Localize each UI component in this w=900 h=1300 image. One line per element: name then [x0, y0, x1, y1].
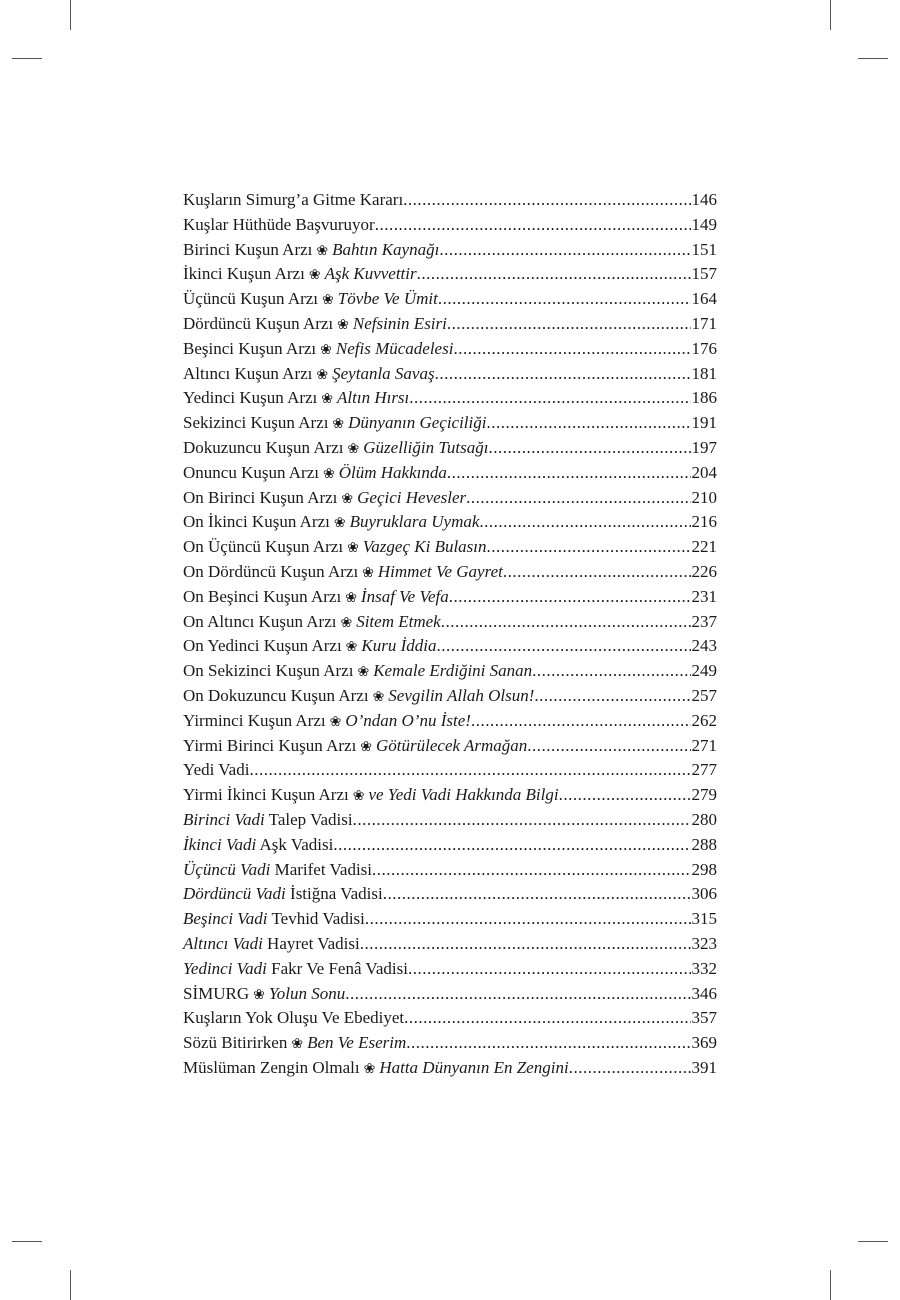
entry-page: 249: [691, 661, 717, 681]
entry-text: Fakr Ve Fenâ Vadisi: [271, 958, 408, 978]
crop-mark: [858, 1241, 888, 1242]
entry-text: Dördüncü Kuşun Arzı: [183, 313, 334, 333]
entry-title: [183, 884, 383, 904]
entry-text: Kuşlar Hüthüde Başvuruyor: [183, 214, 375, 234]
toc-entry: [183, 463, 717, 488]
ornament-icon: ❀: [347, 441, 360, 457]
entry-title: [183, 661, 532, 681]
entry-text: Kuşların Yok Oluşu Ve Ebediyet: [183, 1008, 405, 1028]
toc-entry: [183, 264, 717, 289]
dot-leader: [345, 984, 690, 1004]
table-of-contents: [183, 190, 717, 1083]
entry-page: 204: [691, 462, 717, 482]
entry-title: [183, 959, 408, 979]
toc-entry: [183, 760, 717, 785]
entry-page: 257: [691, 685, 717, 705]
entry-title: [183, 587, 449, 607]
entry-subtitle: Himmet Ve Gayret: [377, 561, 503, 581]
entry-page: 171: [691, 313, 717, 333]
dot-leader: [487, 537, 691, 557]
entry-title: [183, 860, 372, 880]
ornament-icon: ❀: [333, 516, 346, 532]
dot-leader: [403, 190, 690, 210]
toc-entry: [183, 512, 717, 537]
entry-page: 323: [691, 933, 717, 953]
entry-subtitle: Sitem Etmek: [356, 611, 441, 631]
entry-text: Yedi Vadi: [183, 760, 250, 780]
entry-page: 146: [691, 190, 717, 209]
entry-text: İstiğna Vadisi: [290, 884, 383, 904]
entry-title: [183, 264, 417, 284]
ornament-icon: ❀: [362, 565, 374, 581]
crop-mark: [830, 1270, 831, 1300]
toc-entry: [183, 884, 717, 909]
dot-leader: [532, 661, 690, 681]
entry-lead: Beşinci Vadi: [183, 909, 268, 929]
entry-title: [183, 835, 333, 855]
dot-leader: [438, 289, 691, 309]
crop-mark: [70, 0, 71, 30]
entry-title: [183, 562, 503, 582]
dot-leader: [249, 760, 690, 780]
entry-subtitle: Ölüm Hakkında: [338, 462, 447, 482]
entry-text: On Dördüncü Kuşun Arzı: [183, 561, 359, 581]
entry-text: Müslüman Zengin Olmalı: [183, 1057, 360, 1077]
ornament-icon: ❀: [316, 243, 329, 259]
toc-entry: [183, 785, 717, 810]
ornament-icon: ❀: [357, 665, 370, 681]
entry-title: [183, 512, 479, 532]
ornament-icon: ❀: [253, 987, 265, 1003]
entry-text: Sekizinci Kuşun Arzı: [183, 413, 329, 433]
toc-entry: [183, 1008, 717, 1033]
entry-lead: Birinci Vadi: [183, 809, 265, 829]
entry-title: [183, 463, 447, 483]
entry-page: 280: [691, 809, 717, 829]
crop-mark: [12, 58, 42, 59]
entry-subtitle: Geçici Hevesler: [357, 487, 467, 507]
entry-text: Beşinci Kuşun Arzı: [183, 338, 317, 358]
entry-text: Onuncu Kuşun Arzı: [183, 462, 319, 482]
dot-leader: [372, 860, 690, 880]
entry-title: [183, 934, 360, 954]
toc-entry: [183, 289, 717, 314]
ornament-icon: ❀: [337, 317, 349, 333]
ornament-icon: ❀: [340, 615, 353, 631]
entry-page: 191: [691, 413, 717, 433]
entry-page: 221: [691, 537, 717, 557]
ornament-icon: ❀: [352, 789, 365, 805]
dot-leader: [441, 612, 691, 632]
entry-text: Üçüncü Kuşun Arzı: [183, 289, 319, 309]
dot-leader: [333, 835, 690, 855]
dot-leader: [559, 785, 691, 805]
entry-subtitle: Buyruklara Uymak: [349, 512, 480, 532]
entry-lead: Altıncı Vadi: [183, 933, 263, 953]
entry-title: [183, 984, 345, 1004]
entry-page: 210: [691, 487, 717, 507]
entry-title: [183, 711, 471, 731]
entry-subtitle: Güzelliğin Tutsağı: [363, 437, 489, 457]
entry-title: [183, 364, 435, 384]
entry-text: On İkinci Kuşun Arzı: [183, 512, 330, 532]
dot-leader: [479, 512, 690, 532]
entry-title: [183, 537, 487, 557]
entry-text: Altıncı Kuşun Arzı: [183, 363, 313, 383]
toc-entry: [183, 959, 717, 984]
entry-page: 277: [691, 760, 717, 780]
entry-title: [183, 413, 486, 433]
ornament-icon: ❀: [363, 1061, 376, 1077]
toc-entry: [183, 537, 717, 562]
entry-text: On Altıncı Kuşun Arzı: [183, 611, 337, 631]
dot-leader: [383, 884, 691, 904]
entry-subtitle: Nefis Mücadelesi: [335, 338, 454, 358]
dot-leader: [471, 711, 691, 731]
entry-subtitle: Altın Hırsı: [337, 388, 410, 408]
toc-entry: [183, 562, 717, 587]
dot-leader: [408, 959, 691, 979]
dot-leader: [447, 463, 691, 483]
ornament-icon: ❀: [341, 491, 354, 507]
entry-page: 226: [691, 561, 717, 581]
ornament-icon: ❀: [308, 268, 321, 284]
entry-subtitle: Nefsinin Esiri: [352, 313, 447, 333]
entry-page: 149: [691, 214, 717, 234]
toc-entry: [183, 388, 717, 413]
toc-entry: [183, 339, 717, 364]
entry-title: [183, 810, 353, 830]
entry-page: 391: [691, 1057, 717, 1077]
dot-leader: [417, 264, 691, 284]
toc-entry: [183, 587, 717, 612]
entry-title: [183, 1033, 406, 1053]
toc-entry: [183, 810, 717, 835]
entry-text: On Dokuzuncu Kuşun Arzı: [183, 685, 369, 705]
entry-subtitle: ve Yedi Vadi Hakkında Bilgi: [368, 785, 559, 805]
toc-entry: [183, 934, 717, 959]
entry-page: 346: [691, 983, 717, 1003]
entry-title: [183, 612, 441, 632]
entry-page: 369: [691, 1033, 717, 1053]
entry-page: 181: [691, 363, 717, 383]
dot-leader: [375, 215, 691, 235]
ornament-icon: ❀: [372, 689, 385, 705]
entry-text: Tevhid Vadisi: [271, 909, 365, 929]
entry-page: 197: [691, 437, 717, 457]
ornament-icon: ❀: [322, 466, 335, 482]
dot-leader: [449, 587, 691, 607]
entry-page: 237: [691, 611, 717, 631]
dot-leader: [569, 1058, 691, 1078]
entry-text: Yirmi İkinci Kuşun Arzı: [183, 785, 349, 805]
dot-leader: [453, 339, 690, 359]
ornament-icon: ❀: [332, 417, 345, 433]
entry-text: Sözü Bitirirken: [183, 1033, 288, 1053]
entry-title: [183, 190, 403, 210]
toc-entry: [183, 1058, 717, 1083]
entry-page: 216: [691, 512, 717, 532]
dot-leader: [534, 686, 690, 706]
dot-leader: [447, 314, 691, 334]
toc-entry: [183, 488, 717, 513]
crop-mark: [858, 58, 888, 59]
entry-subtitle: Hatta Dünyanın En Zengini: [379, 1057, 569, 1077]
entry-text: On Beşinci Kuşun Arzı: [183, 586, 342, 606]
dot-leader: [435, 364, 691, 384]
crop-mark: [70, 1270, 71, 1300]
dot-leader: [360, 934, 691, 954]
entry-lead: Dördüncü Vadi: [183, 884, 286, 904]
ornament-icon: ❀: [345, 640, 358, 656]
entry-subtitle: Kemale Erdiğini Sanan: [373, 661, 533, 681]
entry-title: [183, 736, 527, 756]
entry-text: On Üçüncü Kuşun Arzı: [183, 537, 344, 557]
toc-entry: [183, 240, 717, 265]
crop-mark: [830, 0, 831, 30]
entry-text: On Sekizinci Kuşun Arzı: [183, 661, 354, 681]
entry-title: [183, 240, 439, 260]
toc-entry: [183, 736, 717, 761]
entry-subtitle: Sevgilin Allah Olsun!: [388, 685, 535, 705]
entry-page: 315: [691, 909, 717, 929]
entry-subtitle: Dünyanın Geçiciliği: [348, 413, 487, 433]
entry-text: Marifet Vadisi: [274, 859, 373, 879]
entry-page: 298: [691, 859, 717, 879]
toc-entry: [183, 984, 717, 1009]
entry-lead: Yedinci Vadi: [183, 958, 267, 978]
entry-title: [183, 760, 249, 780]
entry-title: [183, 289, 438, 309]
entry-title: [183, 785, 559, 805]
entry-text: On Birinci Kuşun Arzı: [183, 487, 338, 507]
toc-entry: [183, 215, 717, 240]
entry-text: Dokuzuncu Kuşun Arzı: [183, 437, 344, 457]
toc-entry: [183, 413, 717, 438]
entry-text: Kuşların Simurg’a Gitme Kararı: [183, 190, 404, 209]
entry-title: [183, 488, 466, 508]
entry-page: 279: [691, 785, 717, 805]
entry-subtitle: O’ndan O’nu İste!: [345, 710, 471, 730]
dot-leader: [466, 488, 690, 508]
dot-leader: [488, 438, 690, 458]
entry-text: İkinci Kuşun Arzı: [183, 264, 305, 284]
entry-text: Yirmi Birinci Kuşun Arzı: [183, 735, 357, 755]
ornament-icon: ❀: [322, 293, 334, 309]
entry-lead: İkinci Vadi: [183, 834, 257, 854]
entry-text: Aşk Vadisi: [259, 834, 334, 854]
toc-entry: [183, 860, 717, 885]
toc-entry: [183, 1033, 717, 1058]
dot-leader: [439, 240, 690, 260]
toc-entry: [183, 612, 717, 637]
dot-leader: [365, 909, 691, 929]
entry-subtitle: Götürülecek Armağan: [376, 735, 528, 755]
entry-page: 357: [691, 1008, 717, 1028]
toc-entry: [183, 661, 717, 686]
ornament-icon: ❀: [329, 714, 342, 730]
crop-mark: [12, 1241, 42, 1242]
dot-leader: [486, 413, 690, 433]
entry-page: 271: [691, 735, 717, 755]
dot-leader: [406, 1033, 690, 1053]
toc-entry: [183, 636, 717, 661]
entry-lead: Üçüncü Vadi: [183, 859, 271, 879]
entry-title: [183, 215, 375, 235]
entry-page: 288: [691, 834, 717, 854]
toc-entry: [183, 438, 717, 463]
entry-title: [183, 909, 365, 929]
entry-text: SİMURG: [183, 983, 250, 1003]
entry-subtitle: Bahtın Kaynağı: [332, 239, 440, 259]
entry-title: [183, 438, 488, 458]
entry-title: [183, 636, 437, 656]
ornament-icon: ❀: [291, 1037, 304, 1053]
entry-title: [183, 339, 453, 359]
entry-subtitle: İnsaf Ve Vefa: [360, 586, 449, 606]
toc-entry: [183, 190, 717, 215]
dot-leader: [437, 636, 691, 656]
entry-title: [183, 1058, 569, 1078]
entry-text: Yedinci Kuşun Arzı: [183, 388, 318, 408]
ornament-icon: ❀: [316, 367, 329, 383]
entry-page: 306: [691, 884, 717, 904]
entry-subtitle: Aşk Kuvvettir: [324, 264, 417, 284]
toc-entry: [183, 364, 717, 389]
entry-subtitle: Kuru İddia: [361, 636, 437, 656]
toc-entry: [183, 711, 717, 736]
ornament-icon: ❀: [360, 739, 373, 755]
entry-text: Hayret Vadisi: [267, 933, 360, 953]
entry-title: [183, 314, 447, 334]
dot-leader: [404, 1008, 690, 1028]
dot-leader: [409, 388, 690, 408]
ornament-icon: ❀: [321, 392, 334, 408]
entry-page: 176: [691, 338, 717, 358]
toc-entry: [183, 686, 717, 711]
dot-leader: [527, 736, 690, 756]
entry-text: Talep Vadisi: [268, 809, 353, 829]
entry-page: 151: [691, 239, 717, 259]
entry-subtitle: Vazgeç Ki Bulasın: [362, 537, 487, 557]
ornament-icon: ❀: [345, 590, 357, 606]
entry-page: 157: [691, 264, 717, 284]
entry-text: Birinci Kuşun Arzı: [183, 239, 313, 259]
entry-title: [183, 1008, 404, 1028]
toc-entry: [183, 314, 717, 339]
entry-subtitle: Yolun Sonu: [268, 983, 346, 1003]
entry-title: [183, 686, 534, 706]
entry-page: 332: [691, 958, 717, 978]
entry-page: 231: [691, 586, 717, 606]
entry-text: On Yedinci Kuşun Arzı: [183, 636, 342, 656]
entry-title: [183, 388, 409, 408]
dot-leader: [503, 562, 691, 582]
ornament-icon: ❀: [320, 342, 332, 358]
entry-subtitle: Tövbe Ve Ümit: [337, 289, 438, 309]
dot-leader: [353, 810, 691, 830]
entry-page: 262: [691, 710, 717, 730]
entry-text: Yirminci Kuşun Arzı: [183, 710, 326, 730]
entry-page: 243: [691, 636, 717, 656]
toc-entry: [183, 835, 717, 860]
entry-page: 186: [691, 388, 717, 408]
entry-subtitle: Şeytanla Savaş: [332, 363, 435, 383]
toc-entry: [183, 909, 717, 934]
ornament-icon: ❀: [347, 541, 359, 557]
entry-page: 164: [691, 289, 717, 309]
entry-subtitle: Ben Ve Eserim: [307, 1033, 407, 1053]
